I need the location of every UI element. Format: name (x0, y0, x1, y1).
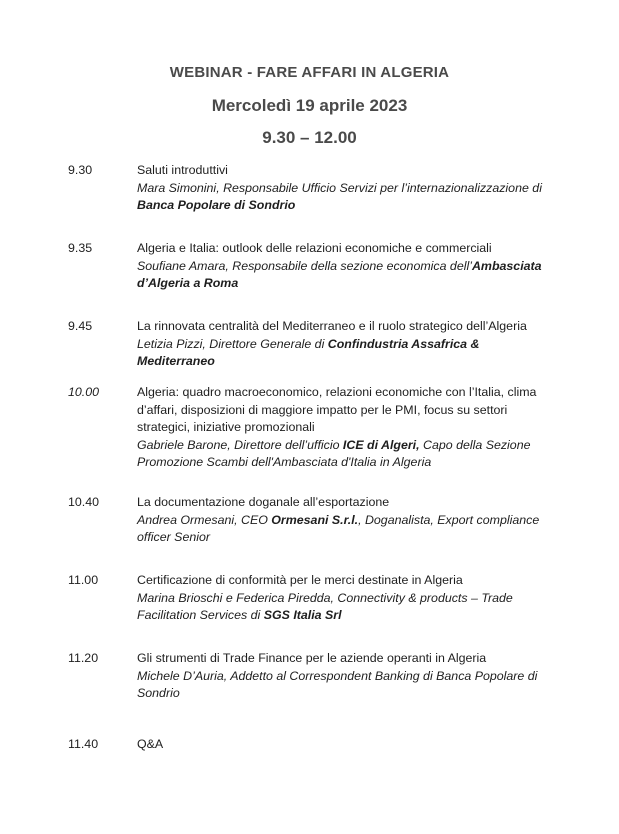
webinar-title: WEBINAR - FARE AFFARI IN ALGERIA (169, 64, 450, 81)
speaker-text: Mara Simonini, Responsabile Ufficio Servizi per l’internazionalizzazione di (137, 180, 542, 195)
agenda-speaker (137, 590, 557, 625)
agenda-topic: Q&A (137, 737, 164, 751)
agenda-speaker (137, 336, 557, 371)
agenda-time: 9.30 (68, 163, 93, 177)
agenda-topic: La rinnovata centralità del Mediterraneo e il ruolo strategico dell’Algeria (137, 319, 527, 333)
agenda-time: 11.20 (68, 651, 99, 665)
agenda-topic: Gli strumenti di Trade Finance per le aziende operanti in Algeria (137, 651, 487, 665)
agenda-speaker (137, 258, 557, 293)
agenda-time: 10.40 (68, 495, 100, 509)
agenda-time: 9.45 (68, 319, 93, 333)
webinar-time-range: 9.30 – 12.00 (262, 128, 357, 147)
agenda-topic: Algeria: quadro macroeconomico, relazioni economiche con l’Italia, clima d’affari, disposizioni di maggiore impatto per le PMI, focus su settori strategici, iniziative promozionali (137, 385, 537, 434)
agenda-speaker (137, 437, 557, 472)
organization-name: Ormesani S.r.l. (271, 512, 359, 527)
organization-name: Ambasciata d’Algeria a Roma (137, 258, 542, 290)
organization-name: SGS Italia Srl (263, 608, 342, 622)
speaker-text: Andrea Ormesani, CEO (137, 512, 272, 527)
agenda-speaker (137, 668, 557, 703)
organization-name: ICE di Algeri, (342, 437, 420, 452)
agenda-time: 10.00 (68, 385, 100, 399)
speaker-text: Marina Brioschi e Federica Piredda, Connectivity & products – Trade Facilitation Services di (137, 590, 513, 622)
agenda-speaker (137, 512, 557, 547)
agenda-time: 11.40 (68, 737, 99, 751)
agenda-topic: Certificazione di conformità per le merci destinate in Algeria (137, 573, 463, 587)
agenda-time: 11.00 (68, 573, 99, 587)
speaker-text: Letizia Pizzi, Direttore Generale di (137, 336, 328, 351)
agenda-topic: La documentazione doganale all’esportazione (137, 495, 390, 509)
speaker-text-tail: Capo della Sezione Promozione Scambi dell'Ambasciata d'Italia in Algeria (137, 437, 531, 469)
agenda-time: 9.35 (68, 241, 93, 255)
speaker-text: Soufiane Amara, Responsabile della sezione economica dell’ (137, 258, 472, 273)
speaker-text: Michele D’Auria, Addetto al Correspondent Banking di Banca Popolare di Sondrio (137, 668, 538, 700)
speaker-text: Gabriele Barone, Direttore dell’ufficio (137, 437, 343, 452)
organization-name: Confindustria Assafrica & Mediterraneo (137, 336, 480, 368)
speaker-text-tail: , Doganalista, Export compliance officer Senior (137, 512, 540, 544)
agenda-topic: Algeria e Italia: outlook delle relazioni economiche e commerciali (137, 241, 492, 255)
webinar-date: Mercoledì 19 aprile 2023 (211, 96, 408, 115)
agenda-speaker (137, 180, 557, 215)
organization-name: Banca Popolare di Sondrio (137, 198, 296, 212)
agenda-topic: Saluti introduttivi (137, 163, 228, 177)
